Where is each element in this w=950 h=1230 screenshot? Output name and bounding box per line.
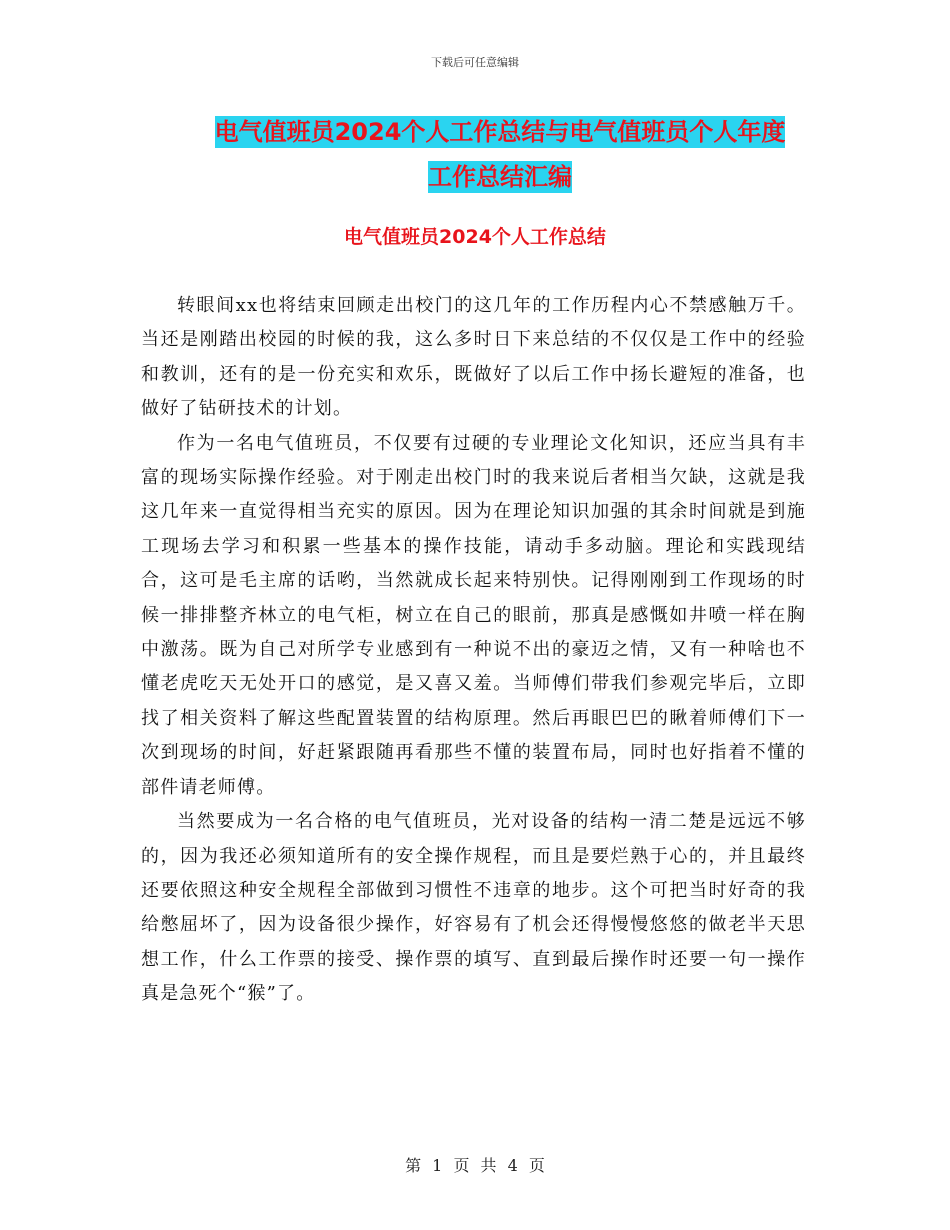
section-title: 电气值班员2024个人工作总结	[344, 226, 606, 248]
page-header-note: 下载后可任意编辑	[431, 56, 519, 69]
body-paragraph-3: 当然要成为一名合格的电气值班员，光对设备的结构一清二楚是远远不够的，因为我还必须知道所有的安全操作规程，而且是要烂熟于心的，并且最终还要依照这种安全规程全部做到习惯性不违章的地步。这个可把当时好奇的我给憋屈坏了，因为设备很少操作，好容易有了机会还得慢慢悠悠的做老半天思想工作，什么工作票的接受、操作票的填写、直到最后操作时还要一句一操作真是急死个“猴”了。	[141, 811, 806, 1005]
document-title	[100, 110, 900, 200]
document-title-line2: 工作总结汇编	[428, 163, 572, 191]
body-paragraph-2: 作为一名电气值班员，不仅要有过硬的专业理论文化知识，还应当具有丰富的现场实际操作经验。对于刚走出校门时的我来说后者相当欠缺，这就是我这几年来一直觉得相当充实的原因。因为在理论知识加强的其余时间就是到施工现场去学习和积累一些基本的操作技能，请动手多动脑。理论和实践现结合，这可是毛主席的话哟，当然就成长起来特别快。记得刚刚到工作现场的时候一排排整齐林立的电气柜，树立在自己的眼前，那真是感慨如井喷一样在胸中激荡。既为自己对所学专业感到有一种说不出的豪迈之情，又有一种啥也不懂老虎吃天无处开口的感觉，是又喜又羞。当师傅们带我们参观完毕后，立即找了相关资料了解这些配置装置的结构原理。然后再眼巴巴的瞅着师傅们下一次到现场的时间，好赶紧跟随再看那些不懂的装置布局，同时也好指着不懂的部件请老师傅。	[141, 432, 806, 798]
body-paragraph-1: 转眼间xx也将结束回顾走出校门的这几年的工作历程内心不禁感触万千。当还是刚踏出校园的时候的我，这么多时日下来总结的不仅仅是工作中的经验和教训，还有的是一份充实和欢乐，既做好了以后工作中扬长避短的准备，也做好了钻研技术的计划。	[141, 295, 806, 420]
page-number-footer: 第 1 页 共 4 页	[405, 1156, 545, 1175]
document-body	[141, 289, 806, 1012]
document-title-line1: 电气值班员2024个人工作总结与电气值班员个人年度	[214, 118, 786, 146]
